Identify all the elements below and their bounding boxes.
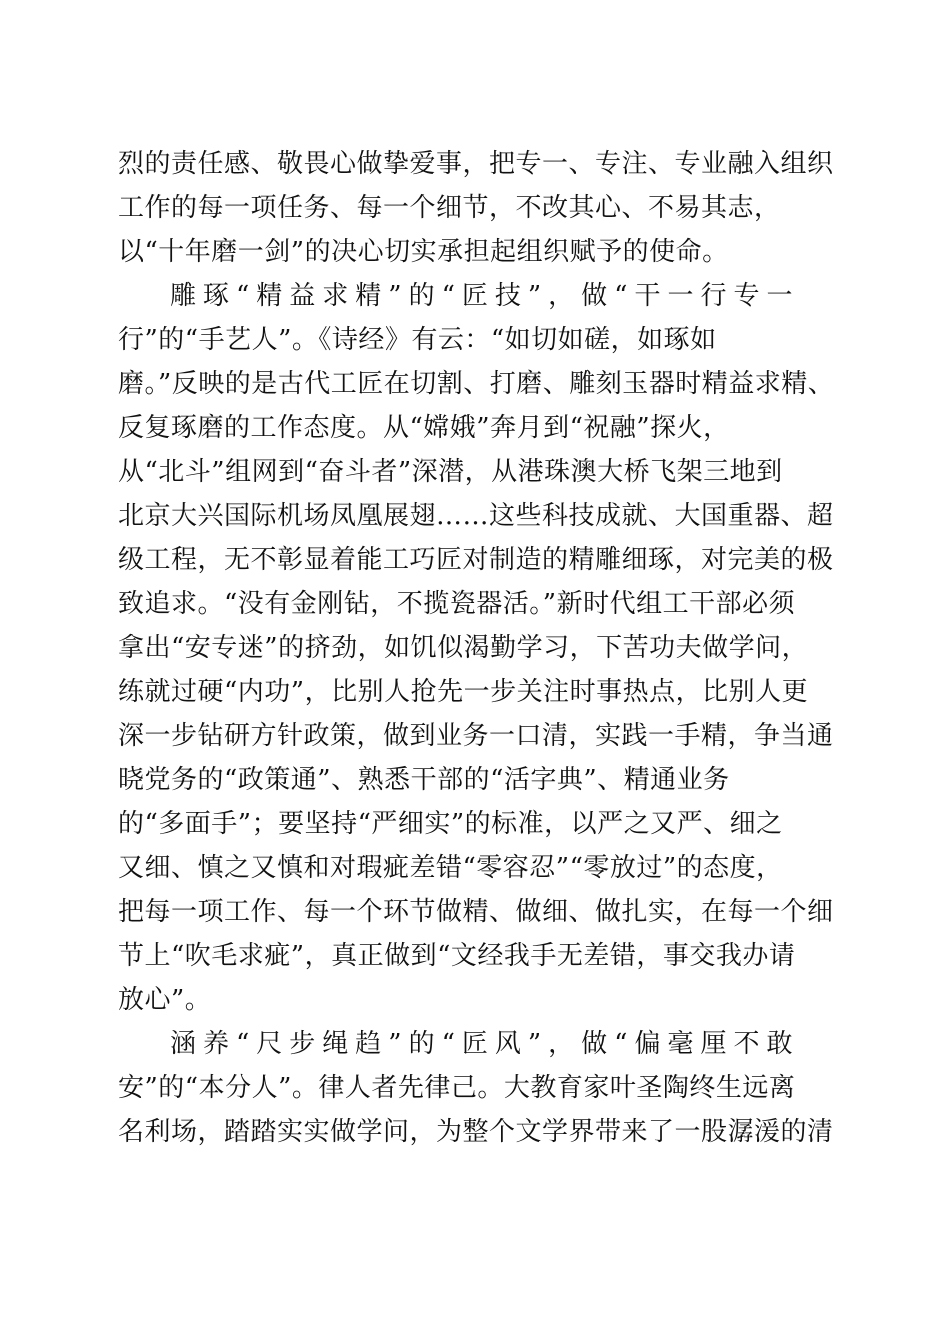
text-line: 以“十年磨一剑”的决心切实承担起组织赋予的使命。 — [118, 237, 729, 267]
text-line: 行”的“手艺人”。《诗经》有云：“如切如磋，如琢如 — [118, 325, 717, 355]
text-line: 深一步钻研方针政策，做到业务一口清，实践一手精，争当通 — [118, 721, 834, 751]
text-line: 晓党务的“政策通”、熟悉干部的“活字典”、精通业务 — [118, 765, 730, 795]
text-line: 工作的每一项任务、每一个细节，不改其心、不易其志， — [118, 193, 781, 223]
paragraph-heading-line: 涵养“尺步绳趋”的“匠风”，做“偏毫厘不敢 — [170, 1029, 800, 1059]
text-line: 拿出“安专迷”的挤劲，如饥似渴勤学习，下苦功夫做学问， — [118, 633, 809, 663]
text-line: 的“多面手”；要坚持“严细实”的标准，以严之又严、细之 — [118, 809, 783, 839]
text-line: 从“北斗”组网到“奋斗者”深潜，从港珠澳大桥飞架三地到 — [118, 457, 783, 487]
text-line: 安”的“本分人”。律人者先律己。大教育家叶圣陶终生远离 — [118, 1073, 796, 1103]
text-line: 磨。”反映的是古代工匠在切割、打磨、雕刻玉器时精益求精、 — [118, 369, 835, 399]
text-line: 练就过硬“内功”，比别人抢先一步关注时事热点，比别人更 — [118, 677, 809, 707]
paragraph-heading-line: 雕琢“精益求精”的“匠技”，做“干一行专一 — [170, 281, 800, 311]
text-line: 节上“吹毛求疵”，真正做到“文经我手无差错，事交我办请 — [118, 941, 796, 971]
text-line: 致追求。“没有金刚钻，不揽瓷器活。”新时代组工干部必须 — [118, 589, 796, 619]
text-line: 又细、慎之又慎和对瑕疵差错“零容忍”“零放过”的态度， — [118, 853, 783, 883]
text-line: 级工程，无不彰显着能工巧匠对制造的精雕细琢，对完美的极 — [118, 545, 834, 575]
text-line: 烈的责任感、敬畏心做挚爱事，把专一、专注、专业融入组织 — [118, 149, 834, 179]
body-text — [118, 142, 838, 1154]
text-line: 北京大兴国际机场凤凰展翅……这些科技成就、大国重器、超 — [118, 501, 834, 531]
text-line: 反复琢磨的工作态度。从“嫦娥”奔月到“祝融”探火， — [118, 413, 730, 443]
text-line: 把每一项工作、每一个环节做精、做细、做扎实，在每一个细 — [118, 897, 834, 927]
text-line: 放心”。 — [118, 985, 212, 1015]
text-line: 名利场，踏踏实实做学问，为整个文学界带来了一股潺湲的清 — [118, 1117, 834, 1147]
